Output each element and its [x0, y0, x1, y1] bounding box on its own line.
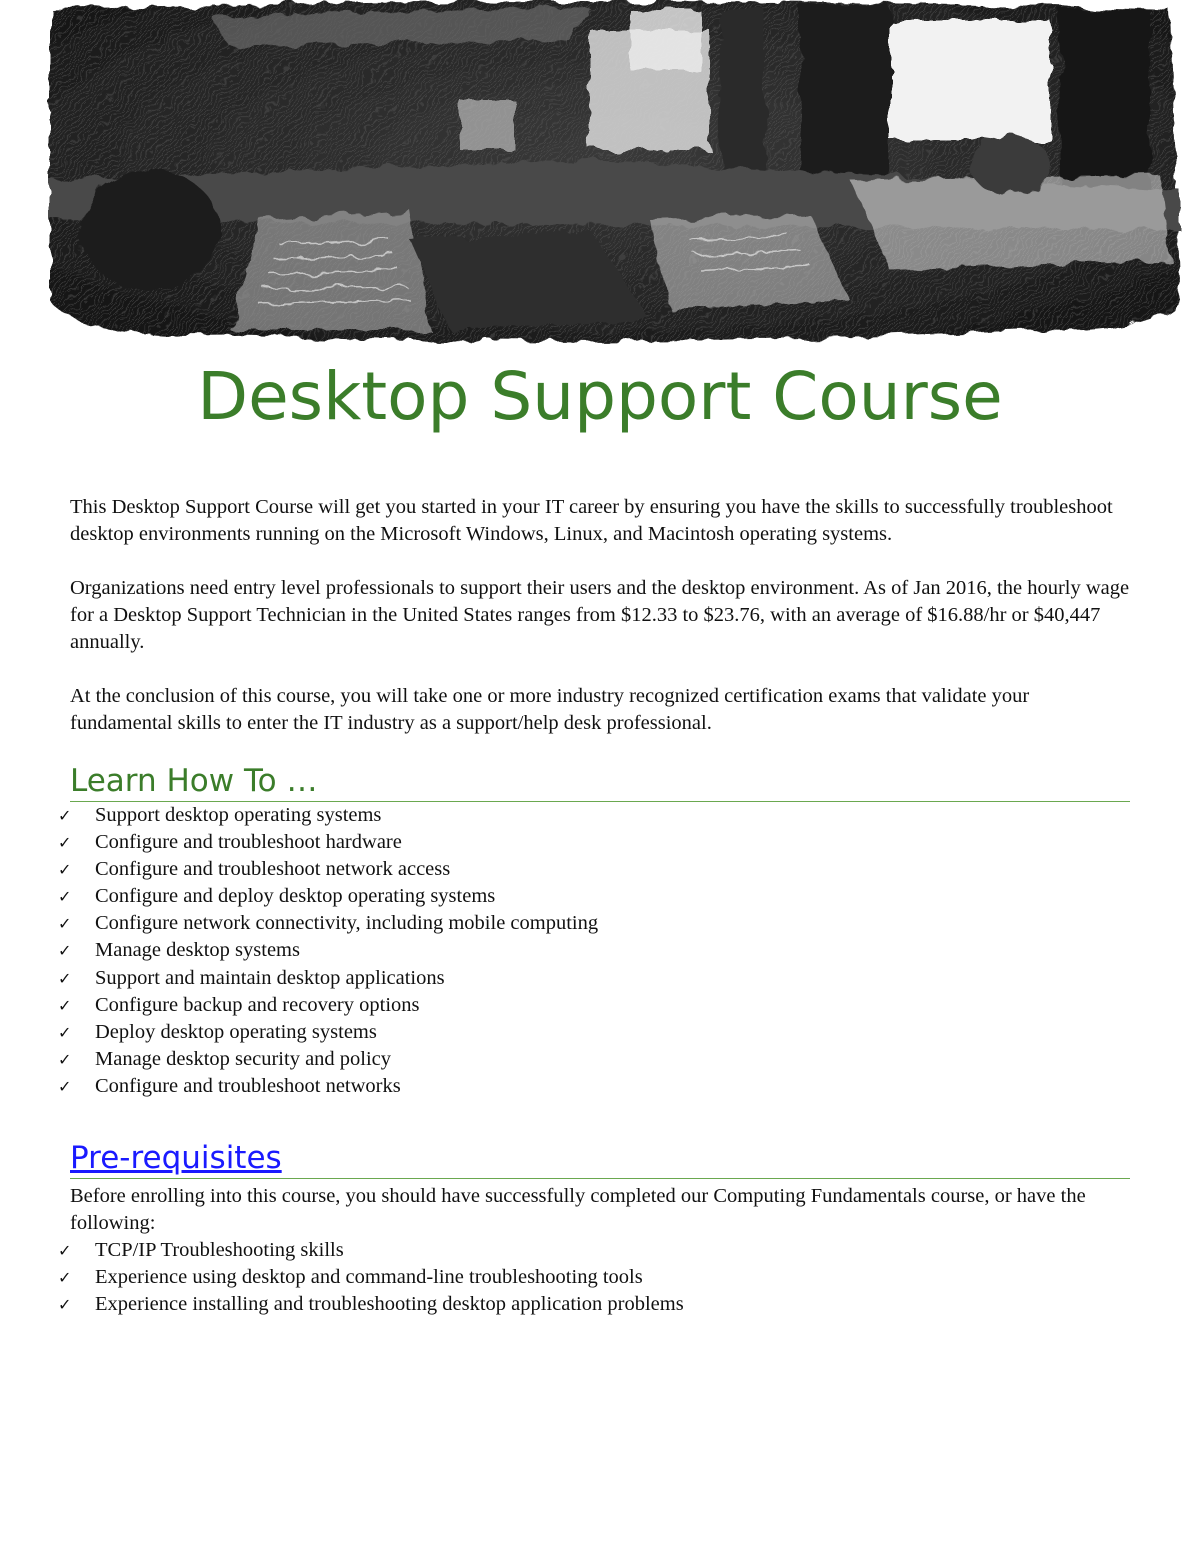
list-item-text: TCP/IP Troubleshooting skills: [95, 1239, 344, 1262]
list-item-text: Configure and troubleshoot networks: [95, 1074, 401, 1097]
list-item-text: Configure and troubleshoot hardware: [95, 831, 402, 854]
list-item: [58, 883, 1130, 910]
list-item: [58, 1019, 1130, 1046]
checkmark-icon: ✓: [58, 1241, 72, 1261]
checkmark-icon: ✓: [58, 914, 72, 934]
intro-paragraph: This Desktop Support Course will get you started in your IT career by ensuring you have the skills to successfully troubleshoot desktop environments running on the Microsoft Windows, Linux, and Macintosh operating systems.: [70, 496, 1113, 545]
prerequisites-list: [58, 1237, 1130, 1318]
list-item: [58, 856, 1130, 883]
list-item-text: Configure backup and recovery options: [95, 993, 420, 1016]
list-item: [58, 1237, 1130, 1264]
list-item: [58, 937, 1130, 964]
list-item: [58, 992, 1130, 1019]
prerequisites-heading-link[interactable]: Pre-requisites: [70, 1134, 1130, 1179]
page-title: Desktop Support Course: [197, 358, 1003, 435]
salary-paragraph: Organizations need entry level professionals to support their users and the desktop environment. As of Jan 2016, the hourly wage for a Desktop Support Technician in the United States ranges from $12.33 to $23.76, with an average of $16.88/hr or $40,447 annually.: [70, 577, 1130, 653]
conclusion-paragraph: At the conclusion of this course, you will take one or more industry recognized certification exams that validate your fundamental skills to enter the IT industry as a support/help desk professional.: [70, 685, 1030, 734]
checkmark-icon: ✓: [58, 1268, 72, 1288]
list-item-text: Experience using desktop and command-line troubleshooting tools: [95, 1266, 643, 1289]
list-item: [58, 829, 1130, 856]
checkmark-icon: ✓: [58, 1076, 72, 1096]
list-item: [58, 965, 1130, 992]
list-item: [58, 910, 1130, 937]
list-item: [58, 802, 1130, 829]
learn-how-to-heading: Learn How To …: [70, 757, 1130, 802]
list-item-text: Support and maintain desktop applications: [95, 966, 445, 989]
header-photo: [30, 0, 1190, 345]
list-item-text: Support desktop operating systems: [95, 804, 382, 826]
checkmark-icon: ✓: [58, 806, 72, 825]
checkmark-icon: ✓: [58, 1049, 72, 1069]
list-item: [58, 1291, 1130, 1318]
list-item: [58, 1046, 1130, 1073]
list-item-text: Manage desktop systems: [95, 939, 300, 962]
list-item-text: Configure and deploy desktop operating systems: [95, 885, 496, 908]
checkmark-icon: ✓: [58, 941, 72, 961]
checkmark-icon: ✓: [58, 887, 72, 907]
checkmark-icon: ✓: [58, 1022, 72, 1042]
checkmark-icon: ✓: [58, 1295, 72, 1315]
checkmark-icon: ✓: [58, 995, 72, 1015]
main-content: [58, 494, 1130, 1318]
learn-list: [58, 802, 1130, 1100]
checkmark-icon: ✓: [58, 968, 72, 988]
prerequisites-intro: Before enrolling into this course, you should have successfully completed our Computing Fundamentals course, or have the following:: [70, 1185, 1086, 1235]
list-item: [58, 1073, 1130, 1100]
checkmark-icon: ✓: [58, 860, 72, 880]
computer-lab-illustration: [30, 0, 1190, 345]
list-item-text: Experience installing and troubleshooting desktop application problems: [95, 1293, 684, 1316]
checkmark-icon: ✓: [58, 833, 72, 853]
list-item: [58, 1264, 1130, 1291]
list-item-text: Manage desktop security and policy: [95, 1047, 392, 1070]
list-item-text: Deploy desktop operating systems: [95, 1020, 377, 1043]
list-item-text: Configure network connectivity, including mobile computing: [95, 912, 599, 935]
list-item-text: Configure and troubleshoot network access: [95, 858, 451, 881]
